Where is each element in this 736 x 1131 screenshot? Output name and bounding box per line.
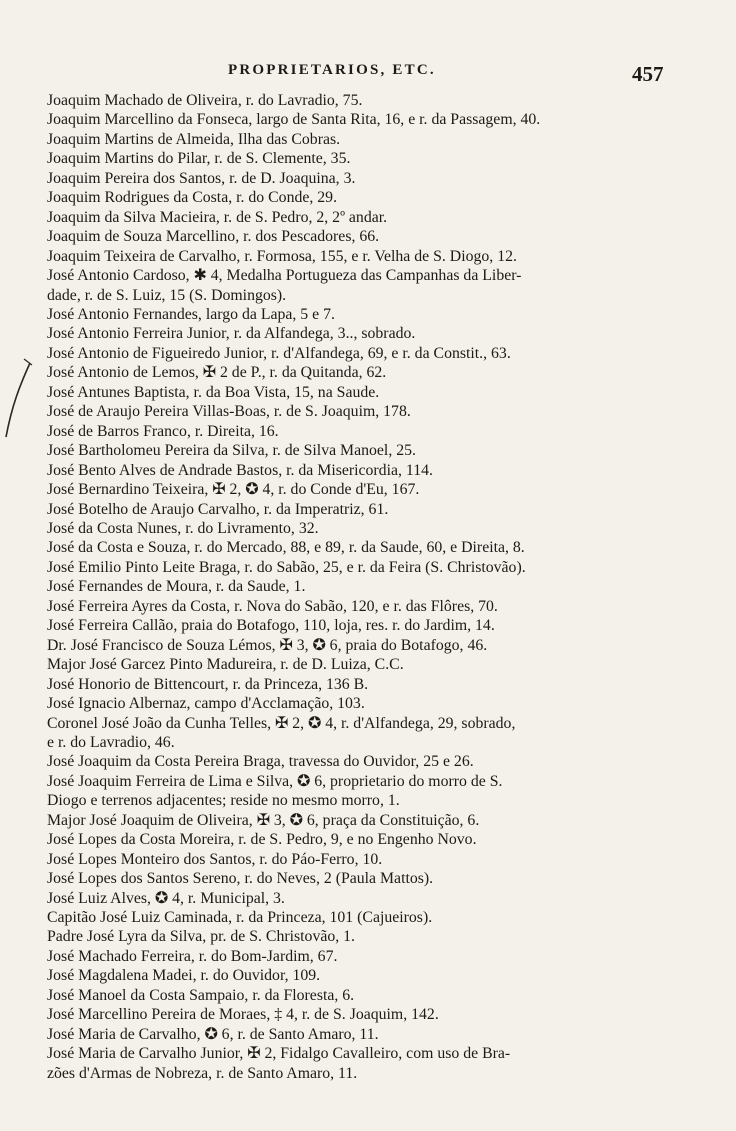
list-item (47, 597, 677, 616)
entry-line: José da Costa e Souza, r. do Mercado, 88, e 89, r. da Saude, 60, e Direita, 8. (47, 539, 525, 557)
list-item (47, 655, 677, 674)
entry-line: José Emilio Pinto Leite Braga, r. do Sabão, 25, e r. da Feira (S. Christovão). (47, 558, 526, 576)
list-item (47, 169, 677, 188)
entry-line: José Marcellino Pereira de Moraes, ‡ 4, r. de S. Joaquim, 142. (47, 1006, 439, 1024)
entry-line: José Fernandes de Moura, r. da Saude, 1. (47, 578, 306, 596)
entry-line: José Antonio Cardoso, ✱ 4, Medalha Portugueza das Campanhas da Liber- (47, 267, 522, 285)
entry-line: Coronel José João da Cunha Telles, ✠ 2, ✪ 4, r. d'Alfandega, 29, sobrado, (47, 714, 516, 732)
list-item (47, 519, 677, 538)
margin-pencil-mark (0, 355, 40, 445)
list-item (47, 383, 677, 402)
entry-line: Joaquim Machado de Oliveira, r. do Lavradio, 75. (47, 92, 363, 109)
entry-line: José Antunes Baptista, r. da Boa Vista, 15, na Saude. (47, 383, 380, 401)
entry-line: José Antonio de Figueiredo Junior, r. d'Alfandega, 69, e r. da Constit., 63. (47, 344, 511, 362)
list-item (47, 577, 677, 596)
list-item (47, 188, 677, 207)
list-item (47, 558, 677, 577)
list-item (47, 363, 677, 382)
list-item (47, 830, 677, 849)
list-item (47, 305, 677, 324)
list-item (47, 1044, 677, 1083)
entry-line: José Antonio Ferreira Junior, r. da Alfandega, 3.., sobrado. (47, 325, 416, 343)
entry-line: José Joaquim da Costa Pereira Braga, travessa do Ouvidor, 25 e 26. (47, 753, 474, 771)
list-item (47, 227, 677, 246)
entry-line: José Joaquim Ferreira de Lima e Silva, ✪ 6, proprietario do morro de S. (47, 772, 503, 790)
list-item (47, 402, 677, 421)
list-item (47, 714, 677, 753)
entry-line: José Maria de Carvalho, ✪ 6, r. de Santo Amaro, 11. (47, 1025, 379, 1043)
list-item (47, 675, 677, 694)
list-item (47, 616, 677, 635)
list-item (47, 324, 677, 343)
list-item (47, 966, 677, 985)
entry-line: José da Costa Nunes, r. do Livramento, 32. (47, 519, 319, 537)
list-item (47, 927, 677, 946)
list-item (47, 811, 677, 830)
entry-line: José de Araujo Pereira Villas-Boas, r. de S. Joaquim, 178. (47, 403, 411, 421)
entry-line: Joaquim Pereira dos Santos, r. de D. Joaquina, 3. (47, 169, 356, 187)
entry-line: Joaquim Teixeira de Carvalho, r. Formosa, 155, e r. Velha de S. Diogo, 12. (47, 247, 517, 265)
entry-line: Joaquim Rodrigues da Costa, r. do Conde, 29. (47, 189, 338, 207)
entry-continuation-line: zões d'Armas de Nobreza, r. de Santo Amaro, 11. (47, 1064, 358, 1082)
entry-line: José Luiz Alves, ✪ 4, r. Municipal, 3. (47, 889, 285, 907)
entry-line: José Honorio de Bittencourt, r. da Princeza, 136 B. (47, 675, 369, 693)
entry-line: José de Barros Franco, r. Direita, 16. (47, 422, 279, 440)
list-item (47, 538, 677, 557)
entry-line: José Antonio de Lemos, ✠ 2 de P., r. da Quitanda, 62. (47, 364, 387, 382)
list-item (47, 908, 677, 927)
entry-line: José Ignacio Albernaz, campo d'Acclamação, 103. (47, 695, 365, 713)
entry-line: José Bernardino Teixeira, ✠ 2, ✪ 4, r. do Conde d'Eu, 167. (47, 481, 420, 499)
entry-line: Major José Garcez Pinto Madureira, r. de D. Luiza, C.C. (47, 656, 404, 674)
entry-line: Joaquim Martins de Almeida, Ilha das Cobras. (47, 130, 341, 148)
entry-line: José Lopes Monteiro dos Santos, r. do Páo-Ferro, 10. (47, 850, 383, 868)
list-item (47, 130, 677, 149)
list-item (47, 422, 677, 441)
entry-line: Joaquim Marcellino da Fonseca, largo de Santa Rita, 16, e r. da Passagem, 40. (47, 111, 541, 129)
list-item (47, 344, 677, 363)
list-item (47, 869, 677, 888)
entry-line: José Ferreira Ayres da Costa, r. Nova do Sabão, 120, e r. das Flôres, 70. (47, 597, 498, 615)
entry-line: José Manoel da Costa Sampaio, r. da Floresta, 6. (47, 986, 355, 1004)
entry-line: José Bento Alves de Andrade Bastos, r. da Misericordia, 114. (47, 461, 433, 479)
entry-line: José Botelho de Araujo Carvalho, r. da Imperatriz, 61. (47, 500, 389, 518)
entry-line: José Antonio Fernandes, largo da Lapa, 5 e 7. (47, 305, 335, 323)
list-item (47, 110, 677, 129)
list-item (47, 461, 677, 480)
list-item (47, 1005, 677, 1024)
list-item (47, 986, 677, 1005)
page-number: 457 (632, 62, 664, 86)
entry-line: José Maria de Carvalho Junior, ✠ 2, Fidalgo Cavalleiro, com uso de Bra- (47, 1045, 511, 1063)
list-item (47, 694, 677, 713)
list-item (47, 1025, 677, 1044)
entry-line: José Ferreira Callão, praia do Botafogo, 110, loja, res. r. do Jardim, 14. (47, 617, 495, 635)
list-item (47, 480, 677, 499)
entry-line: José Lopes da Costa Moreira, r. de S. Pedro, 9, e no Engenho Novo. (47, 831, 477, 849)
proprietor-list (47, 91, 677, 1083)
entry-continuation-line: Diogo e terrenos adjacentes; reside no mesmo morro, 1. (47, 792, 400, 810)
list-item (47, 91, 677, 110)
entry-line: Padre José Lyra da Silva, pr. de S. Christovão, 1. (47, 928, 356, 946)
list-item (47, 772, 677, 811)
running-header (0, 62, 736, 84)
entry-line: Capitão José Luiz Caminada, r. da Princeza, 101 (Cajueiros). (47, 909, 433, 927)
entry-line: José Bartholomeu Pereira da Silva, r. de Silva Manoel, 25. (47, 442, 416, 460)
list-item (47, 636, 677, 655)
entry-line: Joaquim da Silva Macieira, r. de S. Pedro, 2, 2º andar. (47, 208, 388, 226)
list-item (47, 947, 677, 966)
entry-line: José Lopes dos Santos Sereno, r. do Neves, 2 (Paula Mattos). (47, 870, 434, 888)
entry-line: José Machado Ferreira, r. do Bom-Jardim, 67. (47, 947, 338, 965)
list-item (47, 266, 677, 305)
entry-continuation-line: e r. do Lavradio, 46. (47, 733, 175, 751)
entry-line: Joaquim de Souza Marcellino, r. dos Pescadores, 66. (47, 228, 380, 246)
entry-line: Dr. José Francisco de Souza Lémos, ✠ 3, ✪ 6, praia do Botafogo, 46. (47, 636, 488, 654)
list-item (47, 500, 677, 519)
list-item (47, 889, 677, 908)
entry-line: José Magdalena Madei, r. do Ouvidor, 109. (47, 967, 321, 985)
page-title: PROPRIETARIOS, ETC. (228, 62, 436, 78)
list-item (47, 441, 677, 460)
list-item (47, 752, 677, 771)
list-item (47, 247, 677, 266)
list-item (47, 850, 677, 869)
list-item (47, 149, 677, 168)
list-item (47, 208, 677, 227)
entry-continuation-line: dade, r. de S. Luiz, 15 (S. Domingos). (47, 286, 287, 304)
entry-line: Joaquim Martins do Pilar, r. de S. Clemente, 35. (47, 150, 351, 168)
entry-line: Major José Joaquim de Oliveira, ✠ 3, ✪ 6, praça da Constituição, 6. (47, 811, 480, 829)
